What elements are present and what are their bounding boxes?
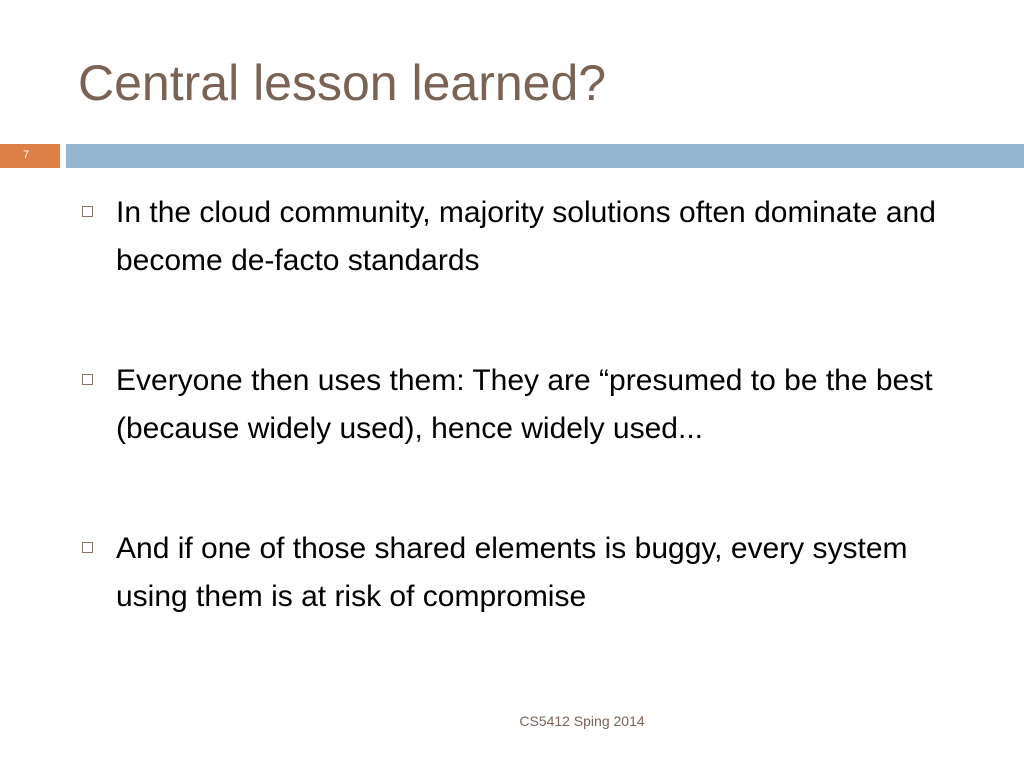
slide-title: Central lesson learned?: [78, 55, 607, 111]
bullet-text: In the cloud community, majority solutions often dominate and become de-facto standards: [116, 196, 936, 277]
hollow-square-bullet-icon: [82, 206, 93, 217]
slide-number: 7: [23, 149, 30, 161]
hollow-square-bullet-icon: [82, 374, 93, 385]
slide-number-box: [0, 144, 60, 168]
bullet-text: Everyone then uses them: They are “presumed to be the best (because widely used), hence widely used...: [116, 364, 933, 445]
hollow-square-bullet-icon: [82, 542, 93, 553]
bullet-text: And if one of those shared elements is buggy, every system using them is at risk of compromise: [116, 532, 908, 613]
header-accent-bar: [66, 144, 1024, 168]
slide-footer: CS5412 Sping 2014: [519, 713, 645, 729]
